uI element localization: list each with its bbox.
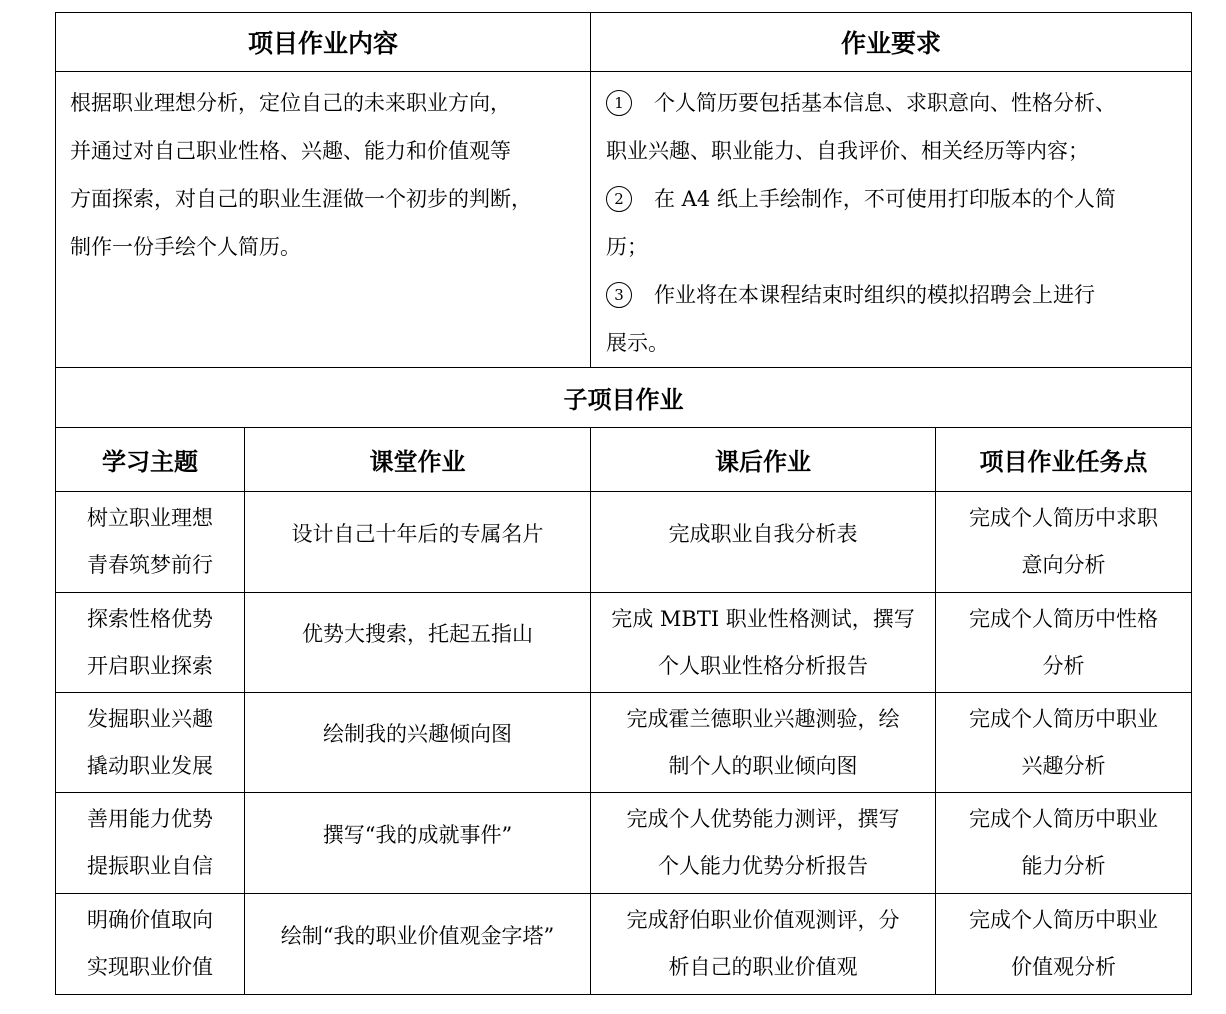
row-topic: 发掘职业兴趣 撬动职业发展 — [87, 706, 213, 778]
row-class-work: 绘制“我的职业价值观金字塔” — [280, 923, 555, 948]
header-content: 项目作业内容 — [247, 29, 398, 58]
circled-number: 3 — [606, 282, 632, 308]
row-topic: 善用能力优势 提振职业自信 — [87, 807, 213, 878]
column-header-class-work: 课堂作业 — [369, 447, 466, 476]
requirement-line: 展示。 — [606, 331, 669, 355]
row-task-point: 完成个人简历中求职 意向分析 — [969, 506, 1158, 577]
requirement-item: 2 在 A4 纸上手绘制作，不可使用打印版本的个人简 — [606, 175, 1183, 223]
content-line: 方面探索，对自己的职业生涯做一个初步的判断， — [70, 187, 532, 211]
row-divider — [55, 71, 1192, 72]
requirements-list — [591, 79, 1191, 367]
content-line: 制作一份手绘个人简历。 — [70, 235, 301, 259]
header-requirements: 作业要求 — [840, 29, 941, 58]
column-header-after-class-work: 课后作业 — [715, 447, 811, 476]
content-description — [56, 79, 590, 367]
column-header-topic: 学习主题 — [102, 447, 198, 476]
requirement-item: 3 作业将在本课程结束时组织的模拟招聘会上进行 — [606, 271, 1183, 319]
requirement-line: 职业兴趣、职业能力、自我评价、相关经历等内容； — [606, 139, 1089, 163]
row-after-class-work: 完成职业自我分析表 — [668, 521, 858, 546]
circled-number: 1 — [606, 90, 632, 116]
requirement-line: 历； — [606, 235, 648, 259]
row-topic: 探索性格优势 开启职业探索 — [87, 606, 213, 678]
content-line: 并通过对自己职业性格、兴趣、能力和价值观等 — [70, 139, 511, 163]
row-topic: 树立职业理想 青春筑梦前行 — [87, 506, 213, 577]
row-task-point: 完成个人简历中职业 价值观分析 — [969, 908, 1158, 979]
row-class-work: 设计自己十年后的专属名片 — [291, 521, 544, 546]
circled-number: 2 — [606, 186, 632, 212]
row-after-class-work: 完成个人优势能力测评，撰写 个人能力优势分析报告 — [626, 807, 900, 878]
row-class-work: 撰写“我的成就事件” — [322, 822, 513, 847]
row-task-point: 完成个人简历中性格 分析 — [969, 606, 1158, 678]
requirement-item: 1 个人简历要包括基本信息、求职意向、性格分析、 — [606, 79, 1183, 127]
row-topic: 明确价值取向 实现职业价值 — [87, 908, 213, 979]
row-class-work: 优势大搜索，托起五指山 — [302, 622, 533, 646]
content-line: 根据职业理想分析，定位自己的未来职业方向， — [70, 91, 511, 115]
row-after-class-work: 完成霍兰德职业兴趣测验，绘 制个人的职业倾向图 — [626, 706, 900, 778]
column-header-task-point: 项目作业任务点 — [979, 447, 1148, 476]
row-after-class-work: 完成 MBTI 职业性格测试，撰写 个人职业性格分析报告 — [611, 606, 915, 678]
row-task-point: 完成个人简历中职业 能力分析 — [969, 807, 1158, 878]
row-task-point: 完成个人简历中职业 兴趣分析 — [969, 706, 1158, 778]
subproject-title: 子项目作业 — [563, 385, 684, 414]
row-class-work: 绘制我的兴趣倾向图 — [323, 722, 512, 746]
row-after-class-work: 完成舒伯职业价值观测评，分 析自己的职业价值观 — [626, 908, 900, 979]
